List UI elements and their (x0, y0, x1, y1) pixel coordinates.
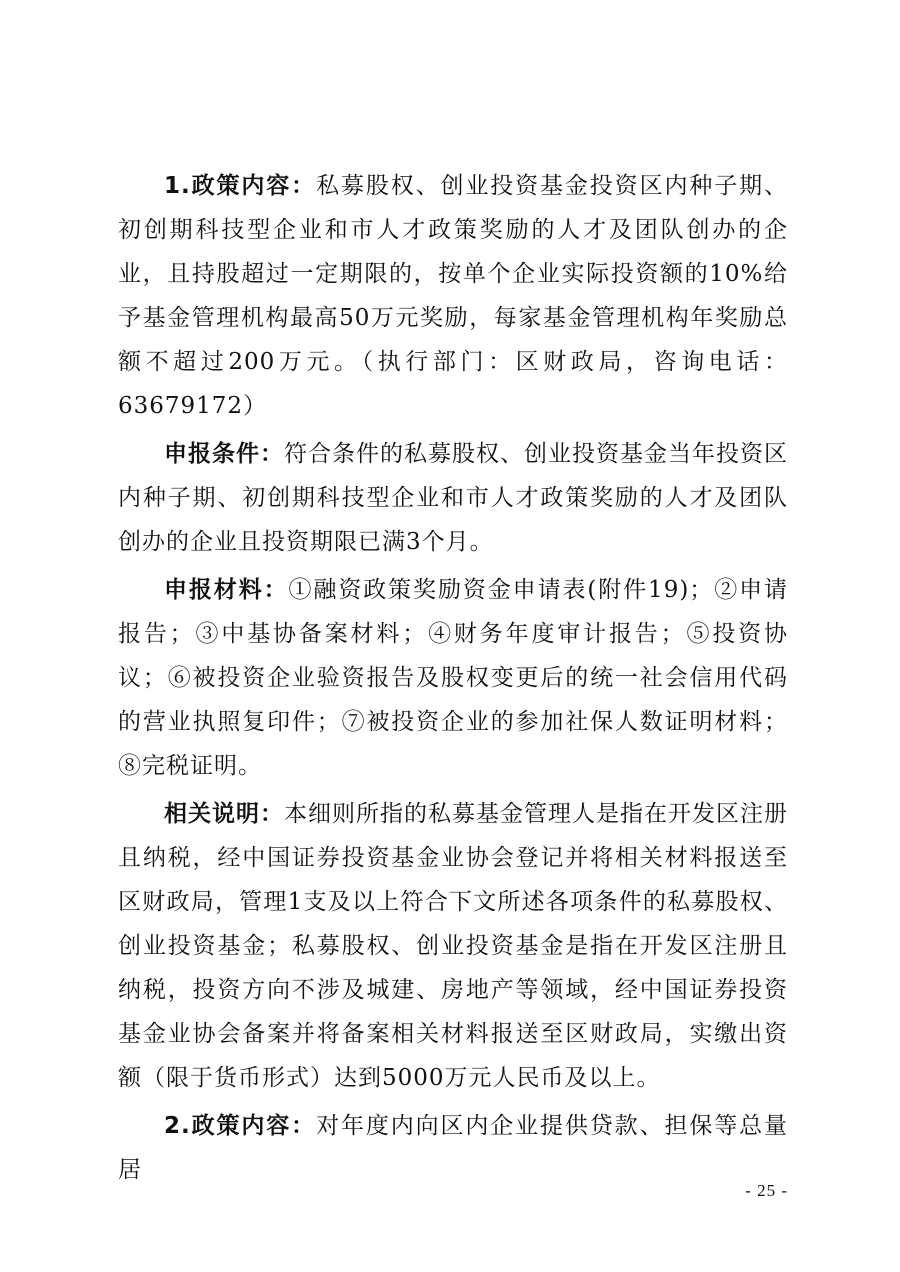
document-body (118, 164, 788, 1196)
related-notes-paragraph (118, 792, 788, 1100)
paragraph-label: 2.政策内容： (164, 1113, 317, 1139)
paragraph-label: 1.政策内容： (164, 173, 317, 199)
paragraph-text: ①融资政策奖励资金申请表(附件19)；②申请报告；③中基协备案材料；④财务年度审计报告；⑤投资协议；⑥被投资企业验资报告及股权变更后的统一社会信用代码的营业执照复印件；⑦被投资企业的参加社保人数证明材料；⑧完税证明。 (118, 577, 789, 779)
paragraph-label: 相关说明： (164, 801, 284, 827)
paragraph-text: 符合条件的私募股权、创业投资基金当年投资区内种子期、初创期科技型企业和市人才政策奖励的人才及团队创办的企业且投资期限已满3个月。 (118, 441, 788, 555)
policy-2-content-paragraph (118, 1104, 788, 1192)
paragraph-text: 对年度内向区内企业提供贷款、担保等总量居 (118, 1113, 789, 1183)
paragraph-text: 私募股权、创业投资基金投资区内种子期、初创期科技型企业和市人才政策奖励的人才及团队创办的企业，且持股超过一定期限的，按单个企业实际投资额的10%给予基金管理机构最高50万元奖励，每家基金管理机构年奖励总额不超过200万元。（执行部门：区财政局，咨询电话：63679172） (118, 173, 789, 419)
page-number: - 25 - (745, 1181, 788, 1200)
application-materials-paragraph (118, 568, 788, 788)
paragraph-text: 本细则所指的私募基金管理人是指在开发区注册且纳税，经中国证券投资基金业协会登记并将相关材料报送至区财政局，管理1支及以上符合下文所述各项条件的私募股权、创业投资基金；私募股权、创业投资基金是指在开发区注册且纳税，投资方向不涉及城建、房地产等领域，经中国证券投资基金业协会备案并将备案相关材料报送至区财政局，实缴出资额（限于货币形式）达到5000万元人民币及以上。 (118, 801, 788, 1091)
application-conditions-paragraph (118, 432, 788, 564)
paragraph-label: 申报条件： (164, 441, 284, 467)
policy-1-content-paragraph (118, 164, 788, 428)
paragraph-label: 申报材料： (164, 577, 289, 603)
